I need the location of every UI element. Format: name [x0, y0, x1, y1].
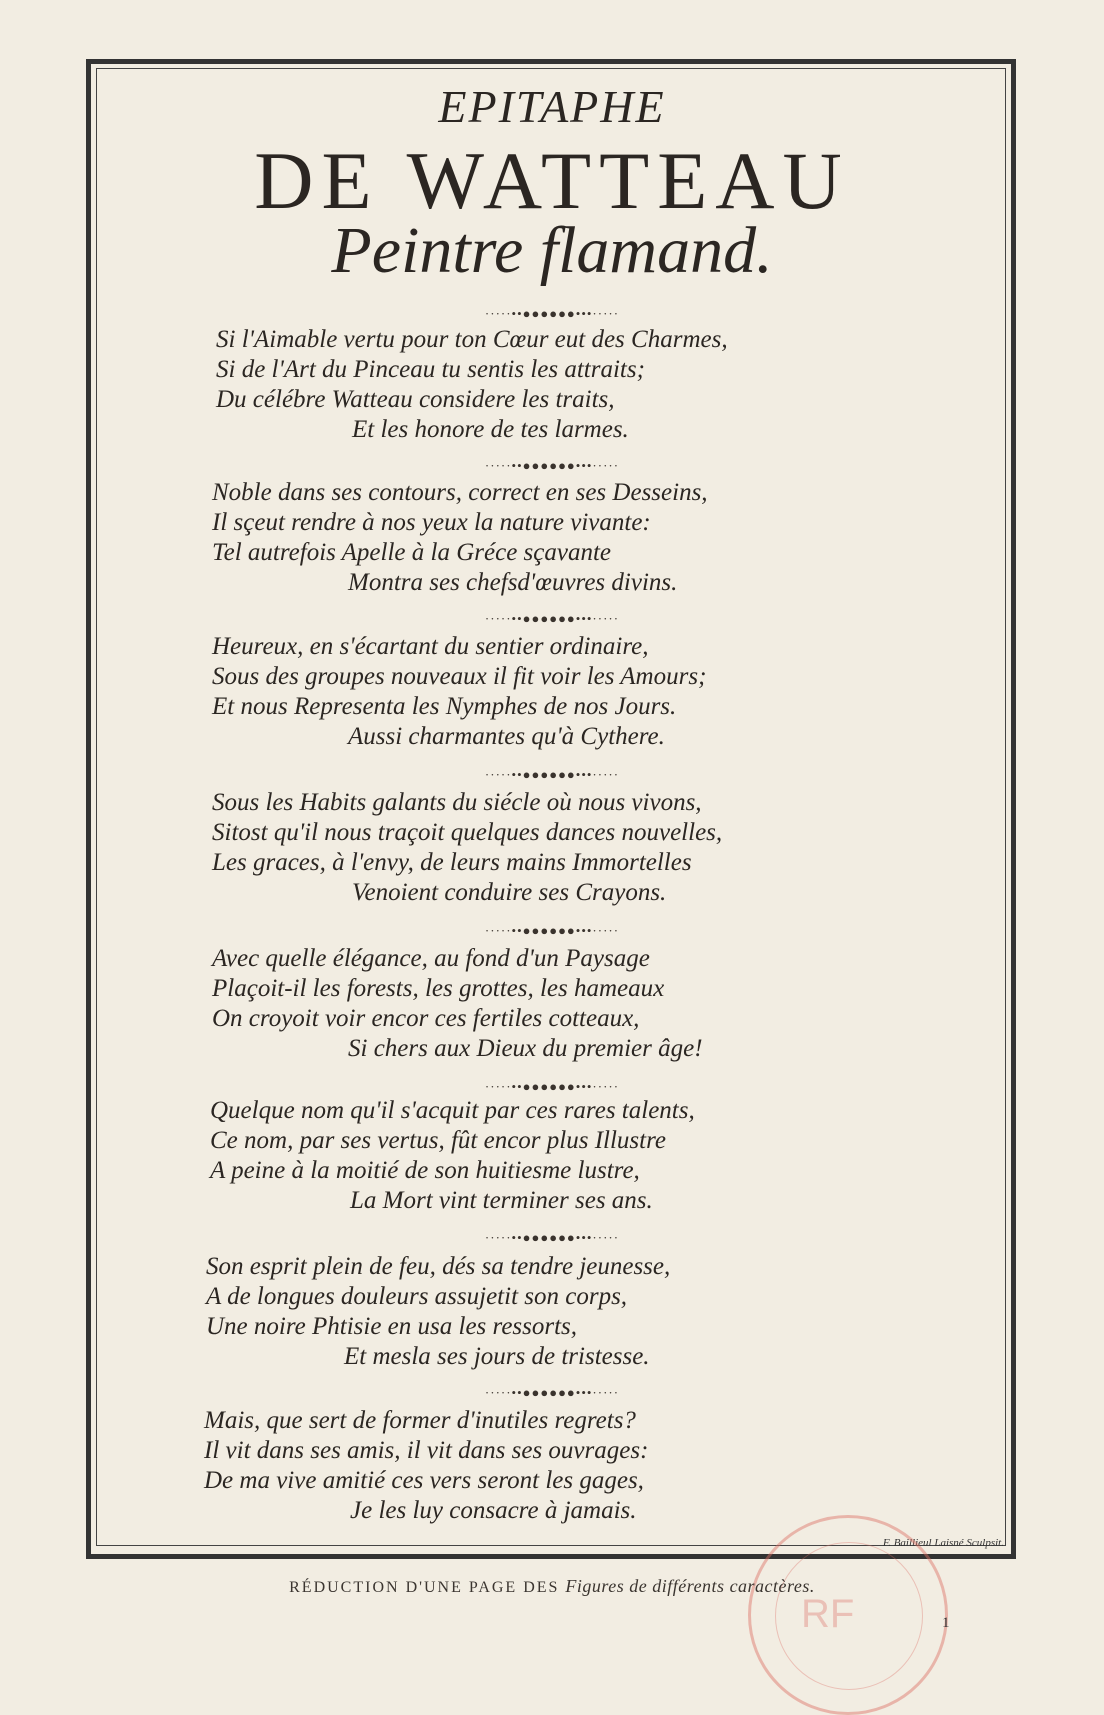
verse-line: Plaçoit-il les forests, les grottes, les hameaux [212, 975, 665, 1002]
engraver-signature: F. Baillieul Laisné Sculpsit. [882, 1537, 1004, 1549]
verse-line: Aussi charmantes qu'à Cythere. [348, 723, 665, 750]
verse-line: A de longues douleurs assujetit son corps, [206, 1283, 628, 1310]
verse-line: Si de l'Art du Pinceau tu sentis les attraits; [216, 356, 645, 383]
verse-line: Noble dans ses contours, correct en ses Desseins, [212, 479, 708, 506]
verse-line: Et mesla ses jours de tristesse. [344, 1343, 650, 1370]
page-caption [0, 1576, 1104, 1597]
verse-line: Et nous Representa les Nymphes de nos Jours. [212, 693, 677, 720]
verse-line: Sous les Habits galants du siécle où nous vivons, [212, 789, 702, 816]
verse-line: Je les luy consacre à jamais. [350, 1497, 637, 1524]
title-peintre-flamand: Peintre flamand. [331, 214, 773, 287]
verse-line: A peine à la moitié de son huitiesme lustre, [210, 1157, 640, 1184]
verse-line: Son esprit plein de feu, dés sa tendre jeunesse, [206, 1253, 671, 1280]
verse-line: Avec quelle élégance, au fond d'un Paysage [212, 945, 650, 972]
ornament-divider: ·····••●●●●●●•••····· [484, 1385, 620, 1400]
verse-line: Si l'Aimable vertu pour ton Cœur eut des Charmes, [216, 326, 728, 353]
verse-line: La Mort vint terminer ses ans. [350, 1187, 653, 1214]
verse-line: Et les honore de tes larmes. [352, 416, 629, 443]
verse-line: De ma vive amitié ces vers seront les gages, [204, 1467, 644, 1494]
ornament-divider: ·····••●●●●●●•••····· [484, 458, 620, 473]
verse-line: Il vit dans ses amis, il vit dans ses ouvrages: [204, 1437, 649, 1464]
verse-line: Du célébre Watteau considere les traits, [216, 386, 615, 413]
verse-line: Mais, que sert de former d'inutiles regrets? [204, 1407, 636, 1434]
stamp-text: RF [801, 1592, 855, 1636]
ornament-divider: ·····••●●●●●●•••····· [484, 767, 620, 782]
caption-italic: Figures de différents caractères. [565, 1576, 815, 1596]
verse-line: Quelque nom qu'il s'acquit par ces rares talents, [210, 1097, 695, 1124]
verse-line: Sous des groupes nouveaux il fit voir les Amours; [212, 663, 707, 690]
ornament-divider: ·····••●●●●●●•••····· [484, 1230, 620, 1245]
library-stamp [748, 1515, 948, 1715]
title-epitaphe: EPITAPHE [438, 81, 666, 132]
verse-line: Les graces, à l'envy, de leurs mains Immortelles [212, 849, 692, 876]
verse-line: Une noire Phtisie en usa les ressorts, [206, 1313, 578, 1340]
verse-line: Sitost qu'il nous traçoit quelques dances nouvelles, [212, 819, 723, 846]
ornament-divider: ·····••●●●●●●•••····· [484, 611, 620, 626]
ornament-divider: ·····••●●●●●●•••····· [484, 923, 620, 938]
verse-line: Il sçeut rendre à nos yeux la nature vivante: [212, 509, 651, 536]
caption-prefix: RÉDUCTION D'UNE PAGE DES [289, 1579, 560, 1596]
verse-line: Ce nom, par ses vertus, fût encor plus Illustre [210, 1127, 666, 1154]
page-number: 1 [942, 1615, 950, 1631]
verse-line: Heureux, en s'écartant du sentier ordinaire, [212, 633, 649, 660]
verse-line: Venoient conduire ses Crayons. [352, 879, 667, 906]
ornament-divider: ·····••●●●●●●•••····· [484, 306, 620, 321]
verse-line: Si chers aux Dieux du premier âge! [348, 1035, 703, 1062]
title-de-watteau: DE WATTEAU [254, 135, 850, 226]
verse-line: Montra ses chefsd'œuvres divins. [348, 569, 678, 596]
verse-line: Tel autrefois Apelle à la Gréce sçavante [212, 539, 611, 566]
ornament-divider: ·····••●●●●●●•••····· [484, 1079, 620, 1094]
verse-line: On croyoit voir encor ces fertiles cotteaux, [212, 1005, 640, 1032]
